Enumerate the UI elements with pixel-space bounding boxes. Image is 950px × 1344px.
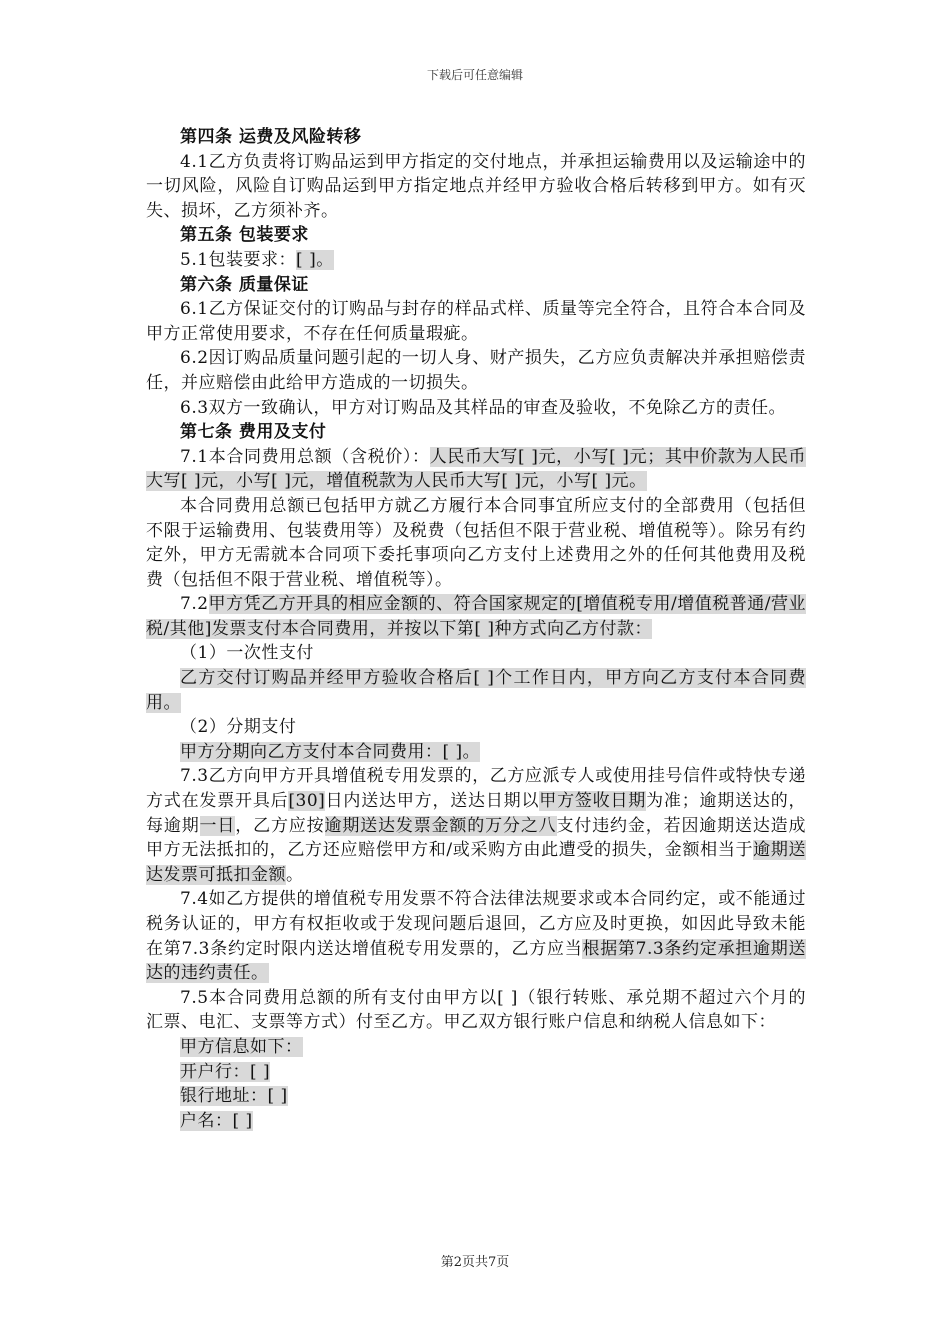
clause-7-1-amounts: 人民币大写[ ]元，小写[ ]元；其中价款为人民币大写[ ]元，小写[ ]元，增值税款为人民币大写[ ]元，小写[ ]元。 <box>146 446 806 492</box>
clause-7-3-part: 支付违约金，若因逾期送达造成甲方无法抵扣的，乙方还应赔偿甲方和/或采购方由此遭受的损失，金额相当于 <box>146 815 807 861</box>
clause-7-1-label: 7.1本合同费用总额（含税价）： <box>180 446 430 467</box>
party-a-bank <box>146 1060 806 1085</box>
clause-5-1 <box>146 248 806 273</box>
party-a-info-label: 甲方信息如下： <box>180 1036 303 1057</box>
clause-7-3-date: 甲方签收日期 <box>539 791 647 812</box>
clause-5-1-label: 5.1包装要求： <box>180 249 297 270</box>
article-5-title: 第五条 包装要求 <box>180 225 309 246</box>
article-6-title: 第六条 质量保证 <box>180 274 309 295</box>
clause-7-1 <box>146 445 806 494</box>
clause-7-3-amount: 逾期送达发票可抵扣金额 <box>146 840 806 885</box>
party-a-bank-value: 开户行：[ ] <box>180 1061 271 1082</box>
clause-7-1-note: 本合同费用总额已包括甲方就乙方履行本合同事宜所应支付的全部费用（包括但不限于运输费用、包装费用等）及税费（包括但不限于营业税、增值税等）。除另有约定外，甲方无需就本合同项下委托事项向乙方支付上述费用之外的任何其他费用及税费（包括但不限于营业税、增值税等）。 <box>146 495 806 590</box>
clause-7-4 <box>146 887 806 985</box>
payment-option-2-body: 甲方分期向乙方支付本合同费用：[ ]。 <box>180 741 481 762</box>
page-footer: 第2页共7页 <box>440 1255 510 1270</box>
clause-7-2 <box>146 592 806 641</box>
payment-option-2-text <box>146 740 806 765</box>
payment-option-1-body: 乙方交付订购品并经甲方验收合格后[ ]个工作日内，甲方向乙方支付本合同费用。 <box>146 668 806 713</box>
clause-7-3-rate: 逾期送达发票金额的万分之八 <box>324 815 557 836</box>
page-header: 下载后可任意编辑 <box>426 68 523 82</box>
clause-7-3 <box>146 764 806 887</box>
clause-7-3-part: 7.3乙方向甲方开具增值税专用发票的，乙方应派专人或使用挂号信件或特快专递方式在发票开具后 <box>146 766 806 812</box>
clause-7-4-liability: 根据第7.3条约定承担逾期送达的违约责任。 <box>146 938 806 984</box>
clause-7-3-part: 为准；逾期送达的，每逾期 <box>146 791 807 836</box>
clause-7-3-period: 一日 <box>199 815 236 836</box>
party-a-account-name <box>146 1109 806 1134</box>
clause-7-3-part: ，乙方应按 <box>235 815 325 836</box>
payment-option-1-text <box>146 666 806 715</box>
clause-7-3-part: 。 <box>286 864 304 885</box>
clause-7-4-part: 7.4如乙方提供的增值税专用发票不符合法律法规要求或本合同约定，或不能通过税务认证的，甲方有权拒收或于发现问题后退回，乙方应及时更换，如因此导致未能在第7.3条约定时限内送达增值税专用发票的，乙方应当 <box>146 889 806 959</box>
clause-6-3: 6.3双方一致确认，甲方对订购品及其样品的审查及验收，不免除乙方的责任。 <box>180 397 787 418</box>
payment-option-1: （1）一次性支付 <box>180 643 314 664</box>
party-a-bank-address-value: 银行地址：[ ] <box>180 1086 288 1107</box>
document-body <box>146 125 806 1133</box>
party-a-info-title <box>146 1035 806 1060</box>
party-a-account-name-value: 户名：[ ] <box>180 1110 253 1131</box>
clause-7-2-label: 7.2 <box>180 594 209 615</box>
party-a-bank-address <box>146 1084 806 1109</box>
article-7-title: 第七条 费用及支付 <box>180 422 327 443</box>
clause-7-3-part: 日内送达甲方，送达日期以 <box>325 791 540 812</box>
clause-6-2: 6.2因订购品质量问题引起的一切人身、财产损失，乙方应负责解决并承担赔偿责任，并应赔偿由此给甲方造成的一切损失。 <box>146 348 806 393</box>
clause-5-1-blank: [ ]。 <box>296 249 334 270</box>
clause-7-3-days: [30] <box>288 791 326 812</box>
clause-7-5: 7.5本合同费用总额的所有支付由甲方以[ ]（银行转账、承兑期不超过六个月的汇票、电汇、支票等方式）付至乙方。甲乙双方银行账户信息和纳税人信息如下： <box>146 987 806 1033</box>
article-4-title: 第四条 运费及风险转移 <box>180 127 362 147</box>
payment-option-2: （2）分期支付 <box>180 717 297 738</box>
clause-4-1: 4.1乙方负责将订购品运到甲方指定的交付地点，并承担运输费用以及运输途中的一切风险，风险自订购品运到甲方指定地点并经甲方验收合格后转移到甲方。如有灭失、损坏，乙方须补齐。 <box>146 151 806 221</box>
clause-6-1: 6.1乙方保证交付的订购品与封存的样品式样、质量等完全符合，且符合本合同及甲方正常使用要求，不存在任何质量瑕疵。 <box>146 299 806 344</box>
clause-7-2-text: 甲方凭乙方开具的相应金额的、符合国家规定的[增值税专用/增值税普通/营业税/其他]发票支付本合同费用，并按以下第[ ]种方式向乙方付款： <box>146 594 806 639</box>
